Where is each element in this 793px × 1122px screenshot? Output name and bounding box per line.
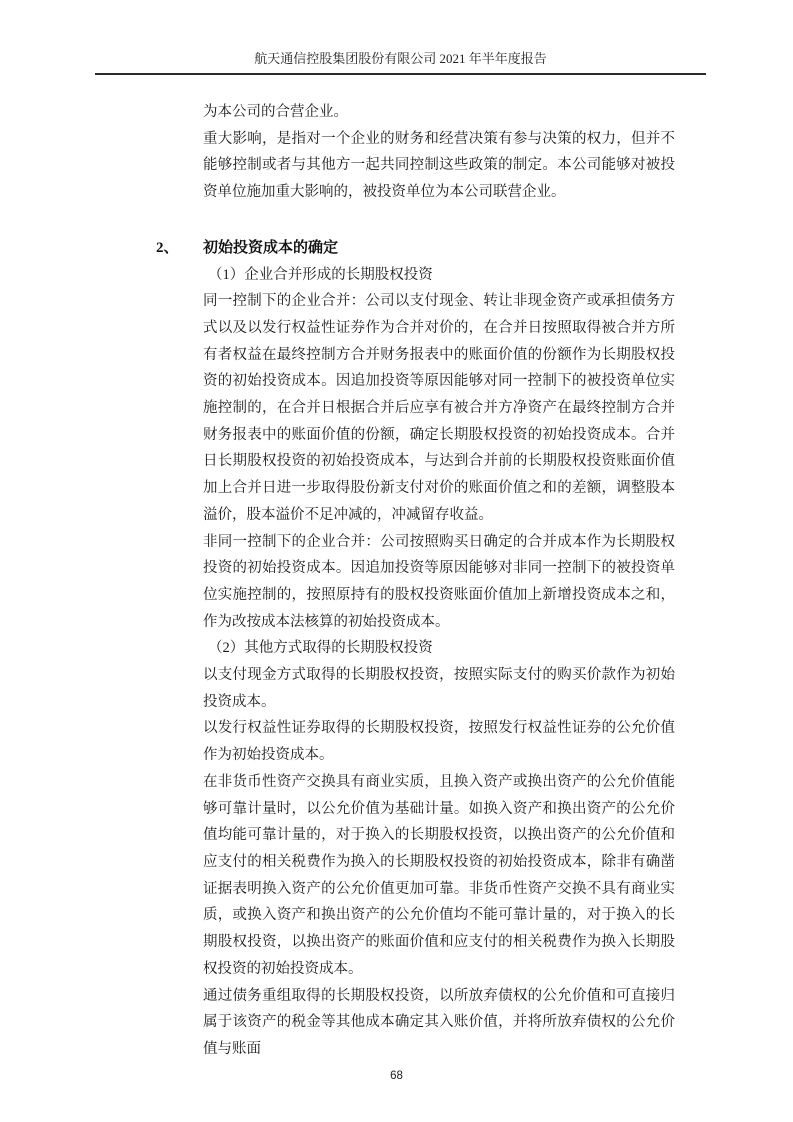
report-header-title: 航天通信控股集团股份有限公司 2021 年半年度报告	[254, 51, 547, 66]
section-heading	[156, 235, 675, 262]
page-number: 68	[390, 1070, 403, 1082]
section-title: 初始投资成本的确定	[203, 239, 339, 256]
sub-heading-1: （1）企业合并形成的长期股权投资	[208, 266, 433, 283]
paragraph-nonmonetary-exchange: 在非货币性资产交换具有商业实质，且换入资产或换出资产的公允价值能够可靠计量时，以公允价值为基础计量。如换入资产和换出资产的公允价值均能可靠计量的，对于换入的长期股权投资，以换出资产的公允价值和应支付的相关税费作为换入的长期股权投资的初始投资成本，除非有确凿证据表明换入资产的公允价值更加可靠。非货币性资产交换不具有商业实质，或换入资产和换出资产的公允价值均不能可靠计量的，对于换入的长期股权投资，以换出资产的账面价值和应支付的相关税费作为换入长期股权投资的初始投资成本。	[203, 773, 675, 977]
paragraph-equity-securities: 以发行权益性证券取得的长期股权投资，按照发行权益性证券的公允价值作为初始投资成本。	[203, 720, 675, 764]
sub-heading-2: （2）其他方式取得的长期股权投资	[208, 640, 433, 657]
paragraph-non-same-control-merger: 非同一控制下的企业合并：公司按照购买日确定的合并成本作为长期股权投资的初始投资成本。因追加投资等原因能够对非同一控制下的被投资单位实施控制的，按照原持有的股权投资账面价值加上新增投资成本之和，作为改按成本法核算的初始投资成本。	[203, 533, 675, 630]
paragraph-same-control-merger: 同一控制下的企业合并：公司以支付现金、转让非现金资产或承担债务方式以及以发行权益性证券作为合并对价的，在合并日按照取得被合并方所有者权益在最终控制方合并财务报表中的账面价值的份额作为长期股权投资的初始投资成本。因追加投资等原因能够对同一控制下的被投资单位实施控制的，在合并日根据合并后应享有被合并方净资产在最终控制方合并财务报表中的账面价值的份额，确定长期股权投资的初始投资成本。合并日长期股权投资的初始投资成本，与达到合并前的长期股权投资账面价值加上合并日进一步取得股份新支付对价的账面价值之和的差额，调整股本溢价，股本溢价不足冲减的，冲减留存收益。	[203, 293, 675, 523]
page-header	[95, 51, 706, 75]
page-footer	[0, 1069, 793, 1083]
document-body	[156, 99, 675, 1063]
paragraph-cash-acquisition: 以支付现金方式取得的长期股权投资，按照实际支付的购买价款作为初始投资成本。	[203, 667, 675, 710]
paragraph-significant-influence: 重大影响，是指对一个企业的财务和经营决策有参与决策的权力，但并不能够控制或者与其他方一起共同控制这些政策的制定。本公司能够对被投资单位施加重大影响的，被投资单位为本公司联营企业。	[203, 130, 675, 201]
paragraph-debt-restructuring: 通过债务重组取得的长期股权投资，以所放弃债权的公允价值和可直接归属于该资产的税金等其他成本确定其入账价值，并将所放弃债权的公允价值与账面	[203, 987, 675, 1057]
paragraph-joint-venture: 为本公司的合营企业。	[203, 104, 348, 120]
section-number: 2、	[156, 239, 179, 256]
